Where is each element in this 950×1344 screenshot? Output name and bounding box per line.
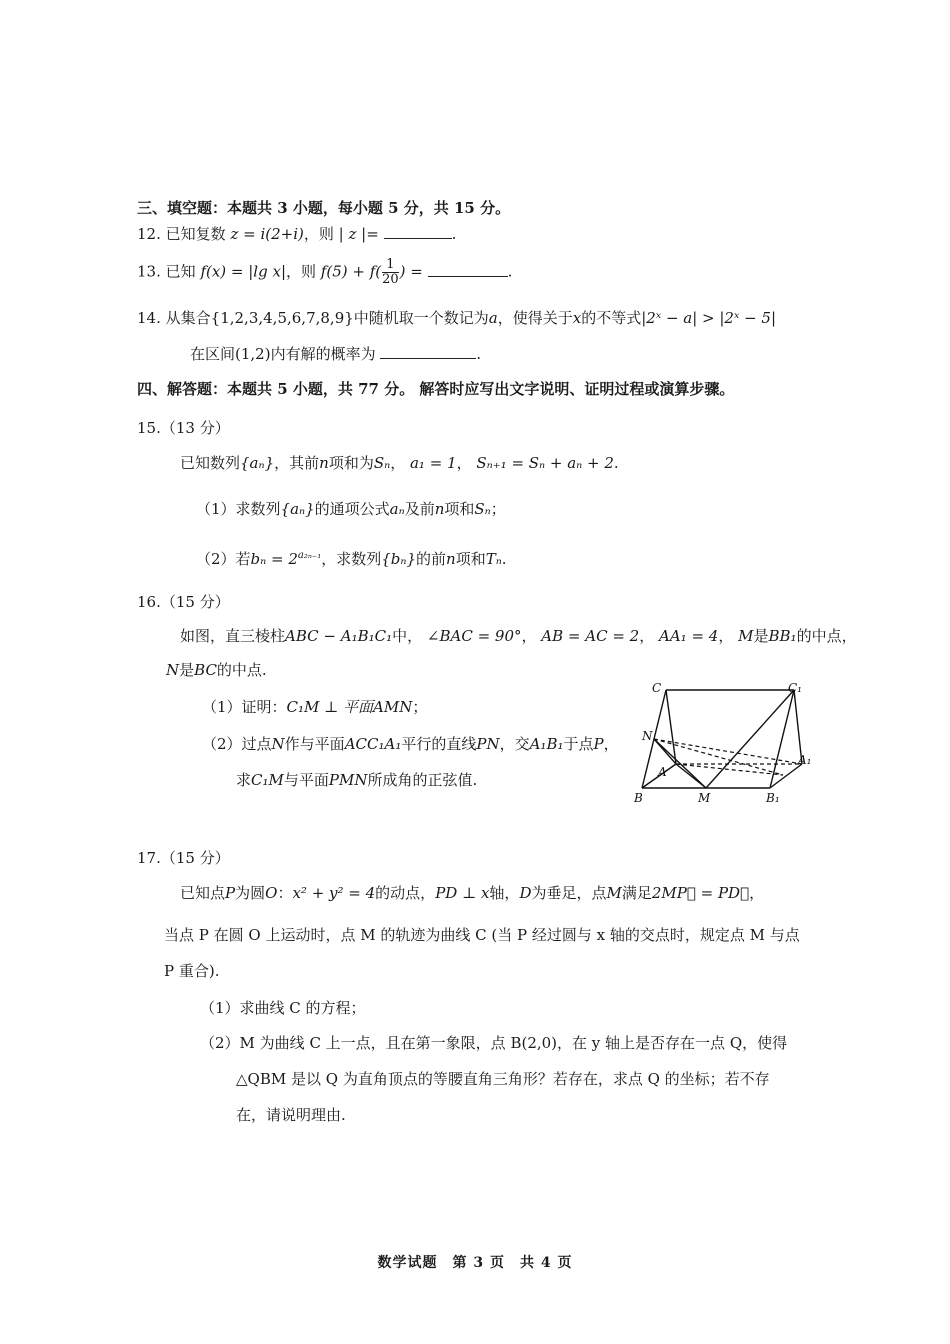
q16-n: N <box>166 661 180 679</box>
q14-end: . <box>476 345 482 363</box>
q13-text-a: 已知 <box>165 262 196 281</box>
q17-s1-b: 为圆 <box>235 884 266 902</box>
q16-p3-b: 与平面 <box>283 771 329 789</box>
q16-p2-c: 平行的直线 <box>401 735 477 753</box>
q16-p2-d: ，交 <box>499 735 530 753</box>
q17-circle: x² + y² = 4 <box>292 884 376 902</box>
q16-s1-c: ， <box>521 627 537 645</box>
q17-vector: 2MP⃗ = PD⃗ <box>651 884 750 902</box>
question-14-line2 <box>190 344 481 364</box>
question-14-line1 <box>137 308 776 328</box>
q15-part1 <box>196 499 506 519</box>
q15-p2-c: ，求数列 <box>321 550 382 568</box>
label-a1: A₁ <box>798 753 812 767</box>
q17-part1: （1）求曲线 C 的方程； <box>200 999 366 1017</box>
q16-heading: 16.（15 分） <box>137 593 230 611</box>
q14-text-f: 内有解的概率为 <box>270 345 376 363</box>
q17-part2-line3: 在，请说明理由. <box>236 1106 346 1124</box>
q17-stem-line3: P 重合). <box>164 962 220 980</box>
q17-d: D <box>519 884 532 902</box>
q17-heading: 17.（15 分） <box>137 849 230 867</box>
q15-stem <box>180 453 619 473</box>
q16-p2-plane: ACC₁A₁ <box>344 735 402 753</box>
q15-stem-a: 已知数列 <box>180 454 241 472</box>
q15-p2-seq: {bₙ} <box>381 550 416 568</box>
q14-text-b: 中随机取一个数记为 <box>353 309 489 327</box>
q12-answer-blank[interactable] <box>384 224 452 239</box>
section4-title: 四、解答题：本题共 5 小题，共 77 分。 解答时应写出文字说明、证明过程或演算步骤。 <box>137 380 735 398</box>
q15-stem-d: ， <box>390 454 406 472</box>
q17-s1-c: ： <box>277 884 293 902</box>
q15-stem-n: n <box>319 454 329 472</box>
q17-s1-f: 为垂足，点 <box>531 884 607 902</box>
q15-heading: 15.（13 分） <box>137 419 230 437</box>
q17-part2-line2: △QBM 是以 Q 为直角顶点的等腰直角三角形？若存在，求点 Q 的坐标；若不存 <box>236 1070 770 1088</box>
q15-stem-c: 项和为 <box>328 454 374 472</box>
q16-s1-d: ， <box>639 627 655 645</box>
q15-stem-a1: a₁ = 1 <box>409 454 457 472</box>
q16-p2-e: 于点 <box>563 735 594 753</box>
q17-s1-end: ， <box>749 884 765 902</box>
q16-part2 <box>202 734 619 754</box>
q17-s1-a: 已知点 <box>180 884 226 902</box>
q14-number: 14. <box>137 309 161 327</box>
q15-p2-a: （2）若 <box>196 550 251 568</box>
q13-text-b: ，则 <box>286 262 317 281</box>
q16-p1-expr: C₁M ⊥ 平面AMN <box>286 698 413 716</box>
q16-p1-end: ； <box>412 698 428 716</box>
q16-bc: BC <box>194 661 217 679</box>
q16-p1-a: （1）证明： <box>202 698 287 716</box>
q15-stem-s: Sₙ <box>373 454 391 472</box>
q16-prism: ABC − A₁B₁C₁ <box>285 627 393 645</box>
question-12 <box>137 224 456 244</box>
q16-stem-line1 <box>180 626 857 646</box>
q17-s1-g: 满足 <box>621 884 652 902</box>
q16-s1-e: ， <box>718 627 734 645</box>
q15-stem-recurrence: Sₙ₊₁ = Sₙ + aₙ + 2 <box>476 454 614 472</box>
q15-p2-t: Tₙ <box>485 550 502 568</box>
q12-text-b: ，则 <box>303 225 334 243</box>
q16-p3-c1m: C₁M <box>251 771 284 789</box>
q14-var-a: a <box>488 309 498 327</box>
question-13 <box>137 258 512 287</box>
q15-stem-seq: {aₙ} <box>240 454 275 472</box>
q13-frac-den: 20 <box>382 272 399 287</box>
q16-p2-pn: PN <box>476 735 500 753</box>
q16-bb1: BB₁ <box>768 627 797 645</box>
q15-stem-end: . <box>613 454 619 472</box>
q17-part2-line1: （2）M 为曲线 C 上一点，且在第一象限，点 B(2,0)，在 y 轴上是否存在一点 Q，使得 <box>200 1034 788 1052</box>
label-b1: B₁ <box>766 791 780 805</box>
q16-p3-a: 求 <box>236 771 252 789</box>
q12-text-a: 已知复数 <box>165 225 226 243</box>
q14-text-a: 从集合 <box>165 309 211 327</box>
label-c: C <box>652 681 662 695</box>
q13-number: 13. <box>137 262 161 281</box>
q15-p1-seq: {aₙ} <box>280 500 315 518</box>
q15-p1-a: （1）求数列 <box>196 500 281 518</box>
q16-s1-g: 的中点， <box>796 627 857 645</box>
q13-expr3: ) = <box>399 262 423 281</box>
q14-text-d: 的不等式 <box>581 309 642 327</box>
q13-end: . <box>507 262 513 281</box>
q12-expr: z = i(2+i) <box>230 225 304 243</box>
q14-inequality: |2ˣ − a| > |2ˣ − 5| <box>641 309 777 327</box>
q15-p2-exponent: a₂ₙ₋₁ <box>297 550 322 561</box>
hidden-segment-a-p <box>676 764 783 775</box>
q14-text-e: 在区间 <box>190 345 236 363</box>
q13-expr2: f(5) + f( <box>320 262 382 281</box>
q14-answer-blank[interactable] <box>380 344 476 359</box>
q15-p1-c: 及前 <box>404 500 435 518</box>
q13-fraction <box>382 258 399 287</box>
q17-o: O <box>265 884 278 902</box>
q15-part2 <box>196 546 507 569</box>
q16-p2-b: 作与平面 <box>284 735 345 753</box>
q15-p2-e: 项和 <box>455 550 486 568</box>
section3-title: 三、填空题：本题共 3 小题，每小题 5 分，共 15 分。 <box>137 199 511 217</box>
q16-p2-end: ， <box>603 735 619 753</box>
q16-edges: AB = AC = 2 <box>541 627 640 645</box>
q16-height: AA₁ = 4 <box>659 627 719 645</box>
q16-part1 <box>202 697 427 717</box>
q17-s1-e: 轴， <box>489 884 520 902</box>
q15-p1-s: Sₙ <box>474 500 491 518</box>
edge-c-a <box>666 690 676 764</box>
q12-abs: | z |= <box>338 225 379 243</box>
segment-c1-m <box>706 690 794 788</box>
q15-p2-d: 的前 <box>416 550 447 568</box>
q14-text-c: ，使得关于 <box>497 309 573 327</box>
q15-p1-an: aₙ <box>389 500 405 518</box>
label-m: M <box>698 791 711 805</box>
q16-s2-b: 的中点. <box>216 661 267 679</box>
q12-number: 12. <box>137 225 161 243</box>
q14-set: {1,2,3,4,5,6,7,8,9} <box>210 309 354 327</box>
q16-angle: ∠BAC = 90° <box>426 627 522 645</box>
q13-frac-num: 1 <box>382 258 399 273</box>
q16-p3-pmn: PMN <box>328 771 368 789</box>
label-b: B <box>634 791 643 805</box>
q16-s1-a: 如图，直三棱柱 <box>180 627 286 645</box>
q12-end: . <box>451 225 457 243</box>
label-c1: C₁ <box>788 681 802 695</box>
q16-p2-a1b1: A₁B₁ <box>529 735 564 753</box>
q16-p2-p: P <box>593 735 604 753</box>
q14-interval: (1,2) <box>235 345 271 363</box>
q16-part2-line2 <box>236 770 477 790</box>
q16-p2-a: （2）过点 <box>202 735 272 753</box>
q16-s2-a: 是 <box>179 661 195 679</box>
q15-stem-b: ，其前 <box>274 454 320 472</box>
q15-p1-d: 项和 <box>444 500 475 518</box>
q16-p3-c: 所成角的正弦值. <box>367 771 478 789</box>
q13-answer-blank[interactable] <box>428 262 508 277</box>
q15-stem-e: ， <box>456 454 472 472</box>
q16-s1-b: 中， <box>392 627 423 645</box>
q17-m: M <box>606 884 622 902</box>
q13-expr: f(x) = |lg x| <box>200 262 286 281</box>
q15-p1-n: n <box>434 500 445 518</box>
q15-p1-end: ； <box>490 500 506 518</box>
q15-p2-n: n <box>446 550 456 568</box>
q15-p1-b: 的通项公式 <box>314 500 390 518</box>
q16-s1-f: 是 <box>753 627 769 645</box>
q17-pd: PD ⊥ x <box>435 884 490 902</box>
label-a: A <box>658 765 667 779</box>
q17-s1-d: 的动点， <box>375 884 436 902</box>
q17-stem-line2: 当点 P 在圆 O 上运动时，点 M 的轨迹为曲线 C (当 P 经过圆与 x 轴的交点时，规定点 M 与点 <box>164 926 800 944</box>
q17-stem-line1 <box>180 883 764 903</box>
prism-figure <box>628 678 814 806</box>
q15-p2-end: . <box>501 550 507 568</box>
q17-p: P <box>225 884 236 902</box>
q16-m: M <box>738 627 754 645</box>
q16-stem-line2 <box>166 660 267 680</box>
q15-p2-b: bₙ = 2 <box>250 550 298 568</box>
q14-var-x: x <box>572 309 582 327</box>
label-n: N <box>642 729 653 743</box>
q16-p2-n: N <box>271 735 285 753</box>
page-footer: 数学试题 第 3 页 共 4 页 <box>377 1255 573 1271</box>
